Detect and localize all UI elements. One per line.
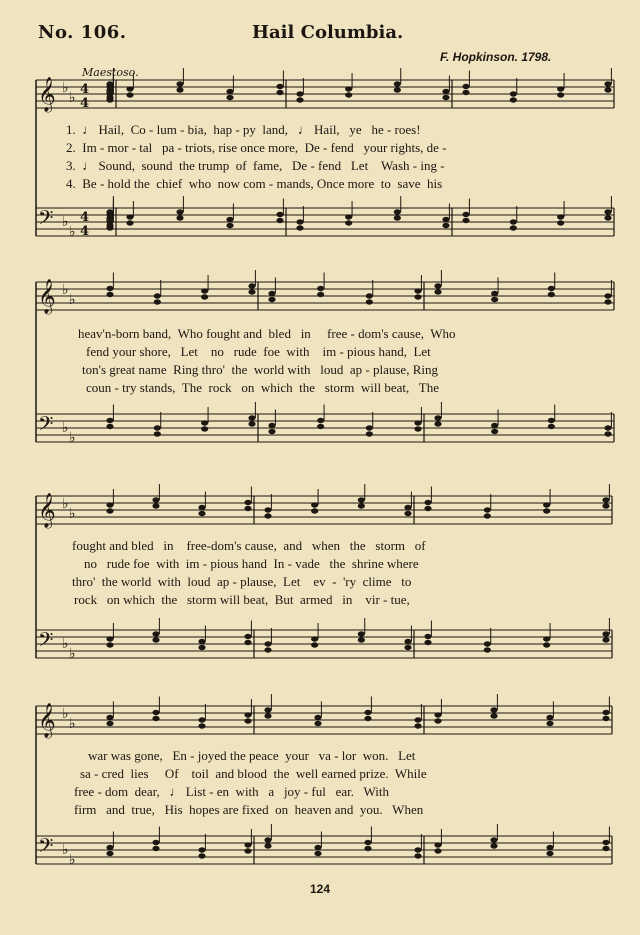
flat-sign-icon: ♭ [62, 214, 69, 230]
note-head [268, 297, 275, 302]
note-head [491, 423, 498, 428]
note-head [126, 214, 133, 219]
lyric-line-s3-v2: no rude foe with im - pious hand In - vade the shrine where [84, 556, 419, 571]
tempo-marking: Maestoso. [82, 66, 139, 79]
note-head [176, 87, 183, 92]
note-head [264, 513, 271, 518]
note-head [264, 641, 271, 646]
flat-sign-icon: ♭ [69, 90, 76, 106]
note-head [557, 214, 564, 219]
note-head [364, 716, 371, 721]
note-head [311, 636, 318, 641]
note-head [462, 90, 469, 95]
note-head [154, 299, 161, 304]
note-head [106, 286, 113, 291]
lyric-line-s1-v2: 2. Im - mor - tal pa - triots, rise once more, De - fend your rights, de - [66, 140, 447, 155]
flat-sign-icon: ♭ [69, 430, 76, 446]
note-head [557, 92, 564, 97]
lyric-line-s1-v4: 4. Be - hold the chief who now com - mands, Once more to save his [66, 176, 443, 191]
note-head [434, 842, 441, 847]
note-head [602, 840, 609, 845]
note-head [462, 212, 469, 217]
note-head [226, 89, 233, 94]
note-head [152, 716, 159, 721]
note-head [152, 710, 159, 715]
note-head [201, 426, 208, 431]
flat-sign-icon: ♭ [62, 80, 69, 96]
note-head [510, 91, 517, 96]
flat-sign-icon: ♭ [69, 506, 76, 522]
note-head [484, 641, 491, 646]
note-head [604, 215, 611, 220]
note-head [394, 215, 401, 220]
note-head [201, 288, 208, 293]
note-head [548, 424, 555, 429]
note-head [244, 634, 251, 639]
flat-sign-icon: ♭ [62, 496, 69, 512]
note-head [264, 713, 271, 718]
note-head [244, 500, 251, 505]
flat-sign-icon: ♭ [69, 646, 76, 662]
flat-sign-icon: ♭ [62, 420, 69, 436]
note-head [154, 425, 161, 430]
note-head [106, 418, 113, 423]
note-head [602, 503, 609, 508]
note-head [414, 717, 421, 722]
note-head [490, 713, 497, 718]
note-head [264, 837, 271, 842]
note-head [198, 505, 205, 510]
note-head [404, 511, 411, 516]
note-head [152, 497, 159, 502]
flat-sign-icon: ♭ [62, 842, 69, 858]
note-head [602, 710, 609, 715]
note-head [345, 214, 352, 219]
note-head [248, 283, 255, 288]
note-head [414, 426, 421, 431]
note-head [248, 415, 255, 420]
page-number: 124 [309, 882, 331, 896]
note-head [152, 637, 159, 642]
treble-clef-icon: 𝄞 [38, 77, 56, 112]
note-head [414, 294, 421, 299]
note-head [442, 223, 449, 228]
flat-sign-icon: ♭ [62, 282, 69, 298]
note-head [198, 723, 205, 728]
note-head [152, 503, 159, 508]
time-signature-bottom: 4 [80, 224, 90, 239]
note-head [264, 707, 271, 712]
lyric-line-s2-v3: ton's great name Ring thro' the world with loud ap - plause, Ring [82, 362, 438, 377]
note-head [442, 95, 449, 100]
note-head [434, 718, 441, 723]
note-head [248, 289, 255, 294]
note-head [317, 424, 324, 429]
note-head [198, 853, 205, 858]
note-head [198, 645, 205, 650]
note-head [268, 423, 275, 428]
note-head [126, 220, 133, 225]
note-head [345, 86, 352, 91]
bass-clef-icon: 𝄢 [38, 628, 54, 656]
note-head [364, 840, 371, 845]
lyric-line-s4-v4: firm and true, His hopes are fixed on heaven and you. When [74, 802, 424, 817]
note-head [434, 283, 441, 288]
note-head [414, 420, 421, 425]
note-head [543, 636, 550, 641]
note-head [317, 292, 324, 297]
note-head [462, 218, 469, 223]
note-head [176, 215, 183, 220]
note-head [491, 429, 498, 434]
note-head [106, 502, 113, 507]
note-head [244, 506, 251, 511]
note-head [106, 508, 113, 513]
note-head [106, 721, 113, 726]
note-head [490, 707, 497, 712]
note-head [546, 845, 553, 850]
note-head [154, 293, 161, 298]
note-head [434, 415, 441, 420]
note-head [264, 647, 271, 652]
lyric-line-s3-v4: rock on which the storm will beat, But armed in vir - tue, [74, 592, 410, 607]
note-head [510, 219, 517, 224]
note-head [264, 507, 271, 512]
note-head [106, 636, 113, 641]
note-head [424, 640, 431, 645]
note-head [557, 86, 564, 91]
note-head [264, 843, 271, 848]
note-head [604, 209, 611, 214]
note-head [394, 87, 401, 92]
treble-clef-icon: 𝄞 [38, 703, 56, 738]
bass-clef-icon: 𝄢 [38, 206, 54, 234]
note-head [394, 81, 401, 86]
note-head [311, 508, 318, 513]
note-head [106, 292, 113, 297]
note-head [414, 288, 421, 293]
note-head [602, 846, 609, 851]
note-head [442, 89, 449, 94]
note-head [548, 286, 555, 291]
note-head [434, 421, 441, 426]
note-head [198, 717, 205, 722]
flat-sign-icon: ♭ [69, 224, 76, 240]
note-head [434, 289, 441, 294]
note-head [490, 843, 497, 848]
hymn-title: Hail Columbia. [252, 22, 404, 43]
note-head [201, 294, 208, 299]
note-head [106, 424, 113, 429]
note-head [366, 293, 373, 298]
note-head [484, 507, 491, 512]
note-head [510, 97, 517, 102]
note-head [442, 217, 449, 222]
note-head [414, 853, 421, 858]
note-head [154, 431, 161, 436]
note-head [394, 209, 401, 214]
note-head [314, 721, 321, 726]
note-head [106, 225, 113, 230]
note-head [424, 634, 431, 639]
note-head [510, 225, 517, 230]
lyric-line-s2-v2: fend your shore, Let no rude foe with im - pious hand, Let [86, 344, 431, 359]
note-head [198, 511, 205, 516]
flat-sign-icon: ♭ [62, 636, 69, 652]
lyric-line-s3-v1: fought and bled in free-dom's cause, and when the storm of [72, 538, 426, 553]
note-head [434, 848, 441, 853]
note-head [484, 513, 491, 518]
note-head [152, 846, 159, 851]
note-head [244, 848, 251, 853]
note-head [366, 425, 373, 430]
lyric-line-s1-v1: 1. ♩ Hail, Co - lum - bia, hap - py land, ♩ Hail, ye he - roes! [66, 122, 421, 137]
note-head [543, 642, 550, 647]
note-head [490, 837, 497, 842]
note-head [248, 421, 255, 426]
flat-sign-icon: ♭ [62, 706, 69, 722]
note-head [604, 425, 611, 430]
note-head [345, 220, 352, 225]
note-head [176, 209, 183, 214]
time-signature-bottom: 4 [80, 96, 90, 111]
lyric-line-s2-v4: coun - try stands, The rock on which the storm will beat, The [86, 380, 439, 395]
note-head [276, 90, 283, 95]
note-head [491, 297, 498, 302]
note-head [602, 637, 609, 642]
note-head [604, 293, 611, 298]
note-head [364, 846, 371, 851]
note-head [602, 716, 609, 721]
note-head [434, 712, 441, 717]
note-head [226, 95, 233, 100]
note-head [604, 431, 611, 436]
note-head [106, 851, 113, 856]
note-head [404, 645, 411, 650]
note-head [296, 225, 303, 230]
note-head [106, 715, 113, 720]
note-head [543, 502, 550, 507]
note-head [244, 718, 251, 723]
note-head [126, 86, 133, 91]
note-head [546, 851, 553, 856]
note-head [491, 291, 498, 296]
lyric-line-s3-v3: thro' the world with loud ap - plause, Let ev - 'ry clime to [72, 574, 412, 589]
note-head [311, 642, 318, 647]
note-head [106, 91, 113, 96]
note-head [296, 219, 303, 224]
note-head [366, 299, 373, 304]
hymn-number: No. 106. [38, 22, 127, 43]
note-head [404, 505, 411, 510]
note-head [317, 286, 324, 291]
note-head [152, 631, 159, 636]
note-head [358, 631, 365, 636]
note-head [296, 97, 303, 102]
time-signature-top: 4 [80, 82, 90, 97]
note-head [268, 291, 275, 296]
note-head [548, 418, 555, 423]
note-head [345, 92, 352, 97]
note-head [126, 92, 133, 97]
lyric-line-s4-v2: sa - cred lies Of toil and blood the well earned prize. While [80, 766, 427, 781]
lyric-line-s1-v3: 3. ♩ Sound, sound the trump of fame, De - fend Let Wash - ing - [66, 158, 445, 173]
note-head [106, 845, 113, 850]
note-head [604, 299, 611, 304]
note-head [424, 500, 431, 505]
note-head [546, 721, 553, 726]
flat-sign-icon: ♭ [69, 716, 76, 732]
note-head [106, 219, 113, 224]
note-head [268, 429, 275, 434]
note-head [296, 91, 303, 96]
note-head [602, 631, 609, 636]
note-head [462, 84, 469, 89]
lyric-line-s2-v1: heav'n-born band, Who fought and bled in free - dom's cause, Who [78, 326, 456, 341]
note-head [548, 292, 555, 297]
note-head [226, 217, 233, 222]
note-head [546, 715, 553, 720]
note-head [276, 218, 283, 223]
note-head [557, 220, 564, 225]
note-head [311, 502, 318, 507]
note-head [317, 418, 324, 423]
bass-clef-icon: 𝄢 [38, 412, 54, 440]
hymn-author: F. Hopkinson. 1798. [440, 50, 552, 64]
bass-clef-icon: 𝄢 [38, 834, 54, 862]
note-head [198, 847, 205, 852]
note-head [424, 506, 431, 511]
note-head [106, 212, 113, 217]
note-head [604, 87, 611, 92]
note-head [106, 642, 113, 647]
note-head [358, 637, 365, 642]
note-head [106, 97, 113, 102]
note-head [106, 84, 113, 89]
time-signature-top: 4 [80, 210, 90, 225]
note-head [414, 847, 421, 852]
note-head [201, 420, 208, 425]
note-head [364, 710, 371, 715]
flat-sign-icon: ♭ [69, 852, 76, 868]
note-head [358, 497, 365, 502]
note-head [404, 639, 411, 644]
note-head [244, 640, 251, 645]
note-head [244, 842, 251, 847]
note-head [276, 84, 283, 89]
note-head [276, 212, 283, 217]
note-head [414, 723, 421, 728]
note-head [244, 712, 251, 717]
note-head [602, 497, 609, 502]
lyric-line-s4-v3: free - dom dear, ♩ List - en with a joy - ful ear. With [74, 784, 389, 799]
note-head [484, 647, 491, 652]
note-head [314, 845, 321, 850]
note-head [198, 639, 205, 644]
treble-clef-icon: 𝄞 [38, 279, 56, 314]
flat-sign-icon: ♭ [69, 292, 76, 308]
note-head [176, 81, 183, 86]
note-head [314, 715, 321, 720]
note-head [314, 851, 321, 856]
note-head [358, 503, 365, 508]
treble-clef-icon: 𝄞 [38, 493, 56, 528]
note-head [604, 81, 611, 86]
note-head [366, 431, 373, 436]
note-head [226, 223, 233, 228]
note-head [152, 840, 159, 845]
lyric-line-s4-v1: war was gone, En - joyed the peace your va - lor won. Let [88, 748, 416, 763]
note-head [543, 508, 550, 513]
